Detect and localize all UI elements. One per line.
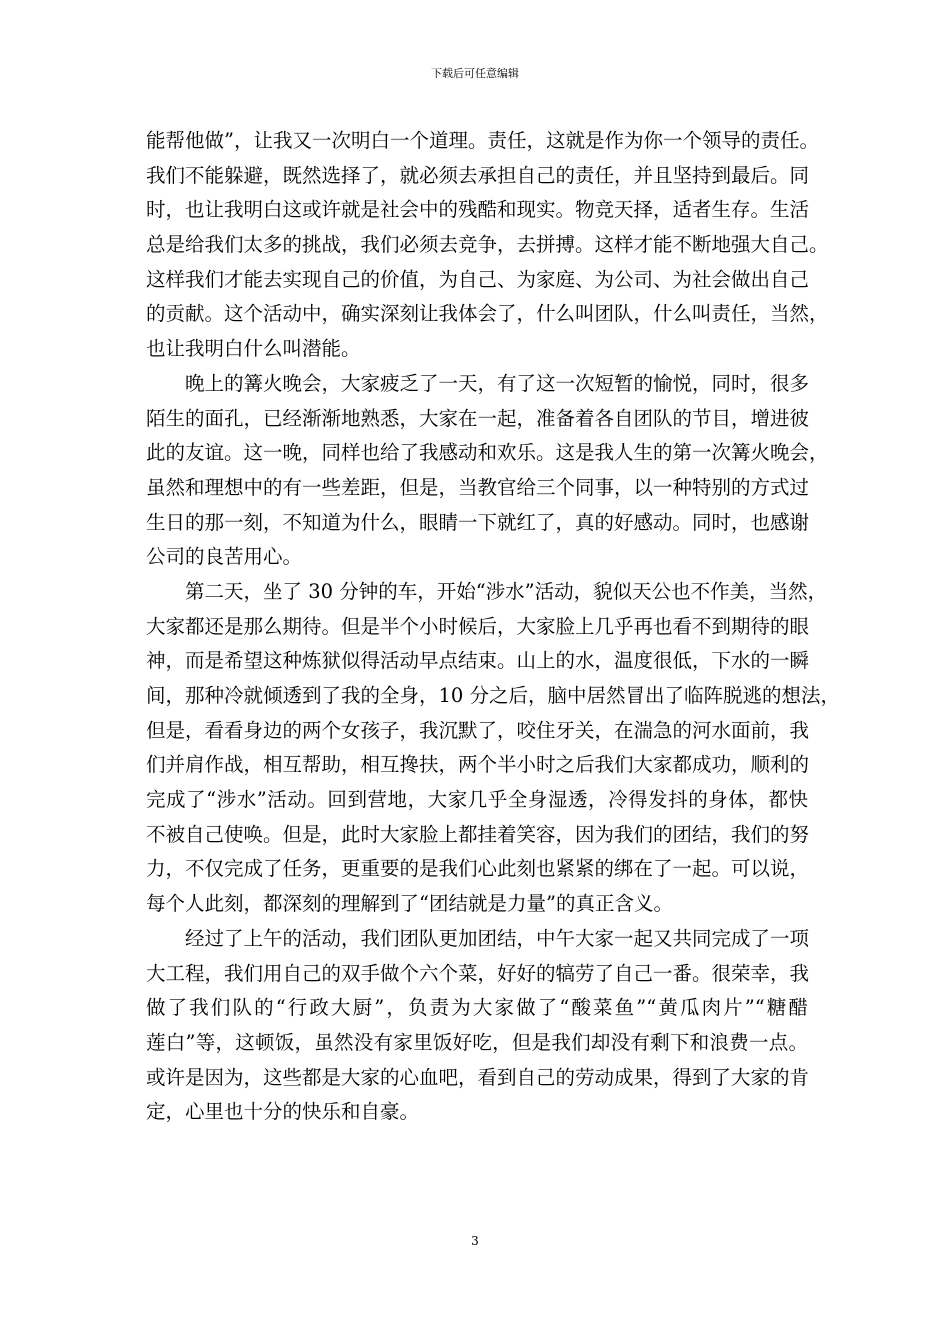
text-line: 也让我明白什么叫潜能。 <box>146 337 361 361</box>
text-line: 的贡献。这个活动中，确实深刻让我体会了，什么叫团队，什么叫责任，当然， <box>146 302 829 326</box>
text-line: 晚上的篝火晚会，大家疲乏了一天，有了这一次短暂的愉悦，同时，很多 <box>185 371 810 395</box>
text-line: 公司的良苦用心。 <box>146 545 303 569</box>
text-line: 第二天，坐了 30 分钟的车，开始“涉水”活动，貌似天公也不作美，当然， <box>185 579 828 603</box>
text-line: 但是，看看身边的两个女孩子，我沉默了，咬住牙关，在湍急的河水面前，我 <box>146 718 810 742</box>
text-line: 能帮他做”，让我又一次明白一个道理。责任，这就是作为你一个领导的责任。 <box>146 129 819 152</box>
paragraph-2 <box>146 367 829 575</box>
text-line: 时，也让我明白这或许就是社会中的残酷和现实。物竞天择，适者生存。生活 <box>146 198 810 222</box>
text-line: 大工程，我们用自己的双手做个六个菜，好好的犒劳了自己一番。很荣幸，我 <box>146 961 810 985</box>
text-line: 经过了上午的活动，我们团队更加团结，中午大家一起又共同完成了一项 <box>185 926 810 950</box>
text-line: 我们不能躲避，既然选择了，就必须去承担自己的责任，并且坚持到最后。同 <box>146 163 810 187</box>
paragraph-3 <box>146 575 841 922</box>
text-line: 总是给我们太多的挑战，我们必须去竞争，去拼搏。这样才能不断地强大自己。 <box>146 233 829 257</box>
text-line: 神，而是希望这种炼狱似得活动早点结束。山上的水，温度很低，下水的一瞬 <box>146 649 810 673</box>
text-line: 或许是因为，这些都是大家的心血吧，看到自己的劳动成果，得到了大家的肯 <box>146 1065 810 1089</box>
paragraph-4 <box>146 922 808 1130</box>
paragraph-1 <box>146 124 829 367</box>
text-line: 莲白”等，这顿饭，虽然没有家里饭好吃，但是我们却没有剩下和浪费一点。 <box>146 1030 808 1054</box>
text-line: 们并肩作战，相互帮助，相互搀扶，两个半小时之后我们大家都成功，顺利的 <box>146 753 810 777</box>
text-line: 做了我们队的“行政大厨”，负责为大家做了“酸菜鱼”“黄瓜肉片”“糖醋 <box>146 996 808 1020</box>
text-line: 陌生的面孔，已经渐渐地熟悉，大家在一起，准备着各自团队的节目，增进彼 <box>146 406 810 430</box>
text-line: 力，不仅完成了任务，更重要的是我们心此刻也紧紧的绑在了一起。可以说， <box>146 857 810 881</box>
document-body <box>146 124 841 1130</box>
text-line: 生日的那一刻，不知道为什么，眼睛一下就红了，真的好感动。同时，也感谢 <box>146 510 810 534</box>
text-line: 不被自己使唤。但是，此时大家脸上都挂着笑容，因为我们的团结，我们的努 <box>146 822 810 846</box>
text-line: 这样我们才能去实现自己的价值，为自己、为家庭、为公司、为社会做出自己 <box>146 267 810 291</box>
text-line: 每个人此刻，都深刻的理解到了“团结就是力量”的真正含义。 <box>146 892 673 916</box>
text-line: 大家都还是那么期待。但是半个小时候后，大家脸上几乎再也看不到期待的眼 <box>146 614 810 638</box>
page-number: 3 <box>471 1234 479 1248</box>
text-line: 完成了“涉水”活动。回到营地，大家几乎全身湿透，冷得发抖的身体，都快 <box>146 788 808 812</box>
text-line: 此的友谊。这一晚，同样也给了我感动和欢乐。这是我人生的第一次篝火晚会， <box>146 441 829 465</box>
text-line: 虽然和理想中的有一些差距，但是，当教官给三个同事，以一种特别的方式过 <box>146 475 810 499</box>
page-header: 下载后可任意编辑 <box>431 67 519 80</box>
text-line: 定，心里也十分的快乐和自豪。 <box>146 1100 420 1124</box>
text-line: 间，那种冷就倾透到了我的全身，10 分之后，脑中居然冒出了临阵脱逃的想法， <box>146 684 841 707</box>
